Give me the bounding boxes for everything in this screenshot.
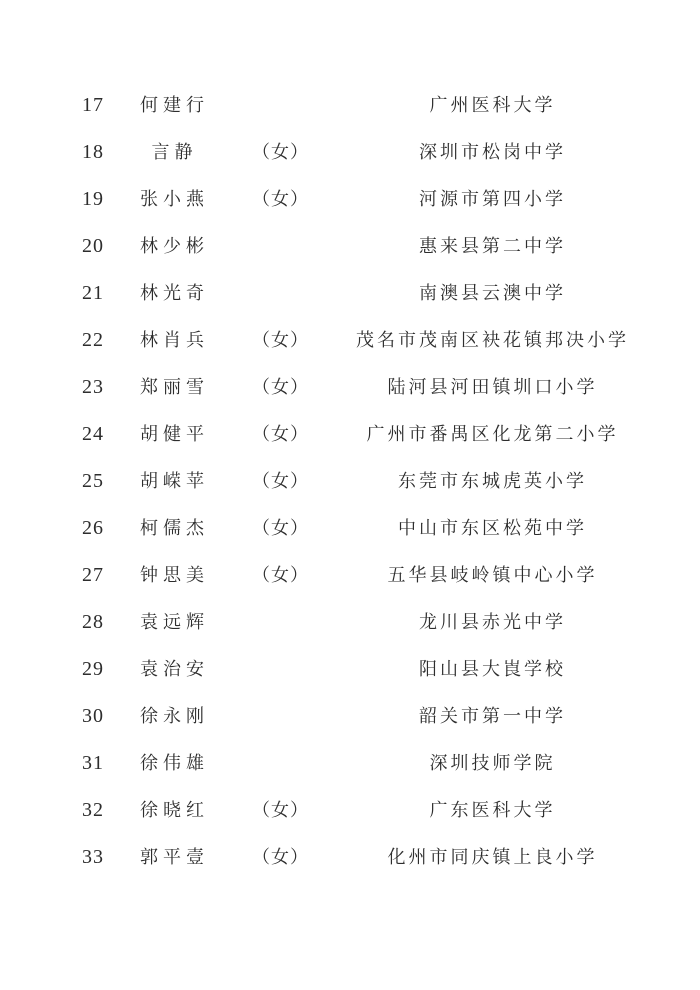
organization-name: 深圳技师学院 xyxy=(429,752,556,773)
organization-name: 化州市同庆镇上良小学 xyxy=(387,846,598,867)
organization-name: 广东医科大学 xyxy=(429,799,556,820)
gender-label: （女） xyxy=(252,799,309,820)
gender-label: （女） xyxy=(252,470,309,491)
organization-name: 龙川县赤光中学 xyxy=(419,611,566,632)
person-name: 胡嵘苹 xyxy=(140,470,209,491)
row-number: 17 xyxy=(82,93,104,116)
table-row xyxy=(82,175,700,222)
organization-name: 东莞市东城虎英小学 xyxy=(398,470,587,491)
gender-label: （女） xyxy=(252,188,309,209)
table-row xyxy=(82,598,700,645)
organization-name: 五华县岐岭镇中心小学 xyxy=(387,564,598,585)
person-name: 胡健平 xyxy=(140,423,209,444)
row-number: 22 xyxy=(82,328,104,351)
table-row xyxy=(82,457,700,504)
person-name: 何建行 xyxy=(140,94,209,115)
table-row xyxy=(82,692,700,739)
row-number: 30 xyxy=(82,704,104,727)
person-name: 张小燕 xyxy=(140,188,209,209)
person-name: 袁治安 xyxy=(140,658,209,679)
gender-label: （女） xyxy=(252,376,309,397)
row-number: 19 xyxy=(82,187,104,210)
gender-label: （女） xyxy=(252,846,309,867)
organization-name: 中山市东区松苑中学 xyxy=(398,517,587,538)
person-name: 林肖兵 xyxy=(140,329,209,350)
person-name: 徐永刚 xyxy=(140,705,209,726)
row-number: 28 xyxy=(82,610,104,633)
person-name: 郑丽雪 xyxy=(140,376,209,397)
person-name: 林光奇 xyxy=(140,282,209,303)
person-name: 袁远辉 xyxy=(140,611,209,632)
organization-name: 广州医科大学 xyxy=(429,94,556,115)
gender-label: （女） xyxy=(252,564,309,585)
gender-label: （女） xyxy=(252,141,309,162)
organization-name: 广州市番禺区化龙第二小学 xyxy=(366,423,619,444)
person-name: 林少彬 xyxy=(140,235,209,256)
person-name: 言静 xyxy=(151,141,198,162)
table-row xyxy=(82,551,700,598)
table-row xyxy=(82,128,700,175)
organization-name: 陆河县河田镇圳口小学 xyxy=(387,376,598,397)
person-name: 郭平壹 xyxy=(140,846,209,867)
table-row xyxy=(82,504,700,551)
person-name: 柯儒杰 xyxy=(140,517,209,538)
organization-name: 深圳市松岗中学 xyxy=(419,141,566,162)
organization-name: 阳山县大崀学校 xyxy=(419,658,566,679)
gender-label: （女） xyxy=(252,517,309,538)
organization-name: 南澳县云澳中学 xyxy=(419,282,566,303)
organization-name: 茂名市茂南区袂花镇邦决小学 xyxy=(356,329,629,350)
row-number: 31 xyxy=(82,751,104,774)
row-number: 18 xyxy=(82,140,104,163)
table-row xyxy=(82,222,700,269)
gender-label: （女） xyxy=(252,329,309,350)
organization-name: 韶关市第一中学 xyxy=(419,705,566,726)
person-name: 钟思美 xyxy=(140,564,209,585)
row-number: 29 xyxy=(82,657,104,680)
table-row xyxy=(82,645,700,692)
person-name: 徐晓红 xyxy=(140,799,209,820)
table-row xyxy=(82,363,700,410)
table-row xyxy=(82,786,700,833)
table-row xyxy=(82,81,700,128)
table-row xyxy=(82,833,700,880)
row-number: 26 xyxy=(82,516,104,539)
row-number: 27 xyxy=(82,563,104,586)
gender-label: （女） xyxy=(252,423,309,444)
row-number: 21 xyxy=(82,281,104,304)
row-number: 23 xyxy=(82,375,104,398)
organization-name: 惠来县第二中学 xyxy=(419,235,566,256)
row-number: 33 xyxy=(82,845,104,868)
row-number: 24 xyxy=(82,422,104,445)
row-number: 32 xyxy=(82,798,104,821)
person-name: 徐伟雄 xyxy=(140,752,209,773)
table-row xyxy=(82,739,700,786)
row-number: 20 xyxy=(82,234,104,257)
row-number: 25 xyxy=(82,469,104,492)
table-row xyxy=(82,410,700,457)
table-row xyxy=(82,269,700,316)
organization-name: 河源市第四小学 xyxy=(419,188,566,209)
table-row xyxy=(82,316,700,363)
